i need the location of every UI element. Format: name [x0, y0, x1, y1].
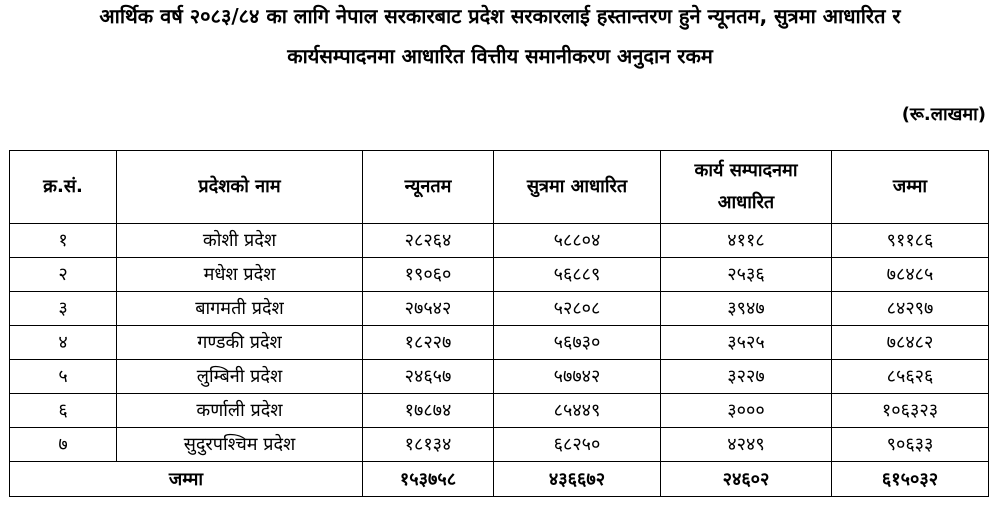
cell-performance-based: ४११८	[661, 224, 832, 258]
cell-sn: ७	[10, 428, 117, 462]
cell-formula-based: ५६७३०	[494, 326, 661, 360]
cell-minimum: १८१३४	[363, 428, 494, 462]
cell-performance-based: ३०००	[661, 394, 832, 428]
cell-province-name: बागमती प्रदेश	[117, 292, 363, 326]
cell-performance-based: ४२४९	[661, 428, 832, 462]
cell-performance-based: ३९४७	[661, 292, 832, 326]
cell-minimum: १९०६०	[363, 258, 494, 292]
cell-formula-based: ५७७४२	[494, 360, 661, 394]
header-province-name: प्रदेशको नाम	[117, 151, 363, 224]
header-row	[10, 151, 989, 224]
cell-sn: ३	[10, 292, 117, 326]
cell-formula-based: ५६८८९	[494, 258, 661, 292]
total-minimum: १५३७५८	[363, 462, 494, 497]
table-row	[10, 224, 989, 258]
cell-minimum: १८२२७	[363, 326, 494, 360]
cell-province-name: गण्डकी प्रदेश	[117, 326, 363, 360]
cell-minimum: २८२६४	[363, 224, 494, 258]
total-row	[10, 462, 989, 497]
cell-performance-based: २५३६	[661, 258, 832, 292]
cell-performance-based: ३२२७	[661, 360, 832, 394]
grant-table	[9, 150, 989, 497]
cell-formula-based: ५८८०४	[494, 224, 661, 258]
title-line-2: कार्यसम्पादनमा आधारित वित्तीय समानीकरण अनुदान रकम	[287, 44, 713, 68]
cell-total: ८४२९७	[832, 292, 989, 326]
total-performance-based: २४६०२	[661, 462, 832, 497]
total-grand: ६१५०३२	[832, 462, 989, 497]
cell-formula-based: ५२८०८	[494, 292, 661, 326]
cell-formula-based: ६८२५०	[494, 428, 661, 462]
cell-sn: ४	[10, 326, 117, 360]
table-row	[10, 258, 989, 292]
cell-sn: ६	[10, 394, 117, 428]
table-row	[10, 326, 989, 360]
cell-performance-based: ३५२५	[661, 326, 832, 360]
table-row	[10, 428, 989, 462]
header-performance-based: कार्य सम्पादनमा आधारित	[661, 151, 832, 224]
cell-total: ७८४८२	[832, 326, 989, 360]
cell-sn: ५	[10, 360, 117, 394]
cell-total: ७८४८५	[832, 258, 989, 292]
cell-total: ८५६२६	[832, 360, 989, 394]
cell-total: १०६३२३	[832, 394, 989, 428]
unit-label: (रू.लाखमा)	[901, 104, 986, 125]
total-label: जम्मा	[10, 462, 363, 497]
cell-province-name: कर्णाली प्रदेश	[117, 394, 363, 428]
cell-sn: १	[10, 224, 117, 258]
table-row	[10, 394, 989, 428]
cell-sn: २	[10, 258, 117, 292]
header-total: जम्मा	[832, 151, 989, 224]
header-sn: क्र.सं.	[10, 151, 117, 224]
header-minimum: न्यूनतम	[363, 151, 494, 224]
cell-province-name: लुम्बिनी प्रदेश	[117, 360, 363, 394]
table-row	[10, 360, 989, 394]
total-formula-based: ४३६६७२	[494, 462, 661, 497]
table-row	[10, 292, 989, 326]
cell-total: ९०६३३	[832, 428, 989, 462]
cell-province-name: कोशी प्रदेश	[117, 224, 363, 258]
cell-minimum: २७५४२	[363, 292, 494, 326]
cell-minimum: १७८७४	[363, 394, 494, 428]
header-formula-based: सुत्रमा आधारित	[494, 151, 661, 224]
cell-minimum: २४६५७	[363, 360, 494, 394]
cell-province-name: मधेश प्रदेश	[117, 258, 363, 292]
cell-province-name: सुदुरपश्चिम प्रदेश	[117, 428, 363, 462]
title-line-1: आर्थिक वर्ष २०८३/८४ का लागि नेपाल सरकारबाट प्रदेश सरकारलाई हस्तान्तरण हुने न्यूनतम, सुत्रमा आधारित र	[99, 4, 901, 28]
cell-total: ९११८६	[832, 224, 989, 258]
cell-formula-based: ८५४४९	[494, 394, 661, 428]
